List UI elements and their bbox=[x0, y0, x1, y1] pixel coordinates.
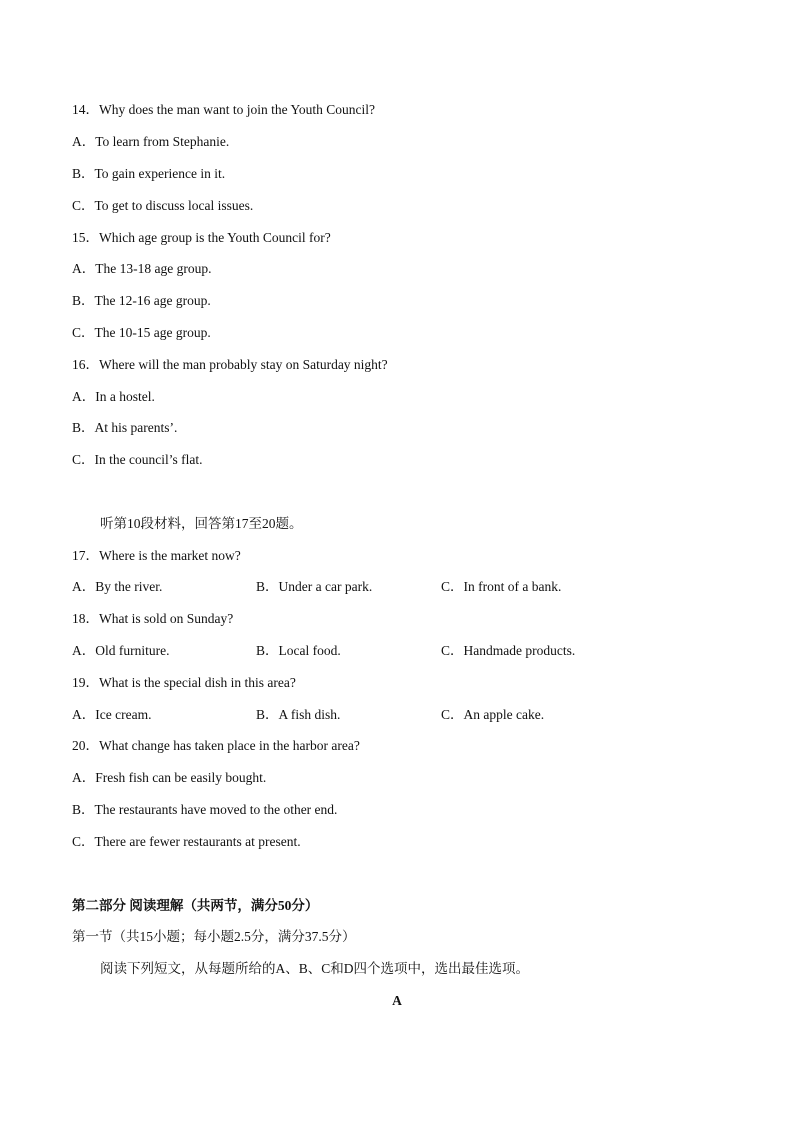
question-15-option-c: C．The 10-15 age group. bbox=[72, 325, 211, 340]
question-17-option-b: B．Under a car park. bbox=[256, 579, 373, 594]
question-18-stem: 18．What is sold on Sunday? bbox=[72, 611, 234, 626]
passage-10-instruction: 听第10段材料，回答第17至20题。 bbox=[100, 516, 303, 531]
reading-instruction: 阅读下列短文，从每题所给的A、B、C和D四个选项中，选出最佳选项。 bbox=[100, 961, 530, 976]
question-19-option-c: C．An apple cake. bbox=[441, 707, 545, 722]
passage-label: A bbox=[392, 993, 402, 1008]
question-20-option-a: A．Fresh fish can be easily bought. bbox=[72, 770, 267, 785]
question-17-option-c: C．In front of a bank. bbox=[441, 579, 562, 594]
question-15-option-b: B．The 12-16 age group. bbox=[72, 293, 211, 308]
question-14-option-c: C．To get to discuss local issues. bbox=[72, 198, 254, 213]
question-15-option-a: A．The 13-18 age group. bbox=[72, 261, 212, 276]
question-20-option-c: C．There are fewer restaurants at present. bbox=[72, 834, 301, 849]
question-15-stem: 15．Which age group is the Youth Council for? bbox=[72, 230, 331, 245]
question-14-stem: 14．Why does the man want to join the Youth Council? bbox=[72, 102, 375, 117]
question-14-option-a: A．To learn from Stephanie. bbox=[72, 134, 230, 149]
question-19-option-b: B．A fish dish. bbox=[256, 707, 341, 722]
question-16-option-a: A．In a hostel. bbox=[72, 389, 155, 404]
question-20-stem: 20．What change has taken place in the harbor area? bbox=[72, 738, 360, 753]
question-17-option-a: A．By the river. bbox=[72, 579, 163, 594]
question-16-option-c: C．In the council’s flat. bbox=[72, 452, 203, 467]
question-16-stem: 16．Where will the man probably stay on Saturday night? bbox=[72, 357, 388, 372]
question-17-stem: 17．Where is the market now? bbox=[72, 548, 241, 563]
reading-part-title: 第二部分 阅读理解（共两节，满分50分） bbox=[72, 898, 319, 913]
question-18-option-b: B．Local food. bbox=[256, 643, 341, 658]
reading-section-title: 第一节（共15小题；每小题2.5分，满分37.5分） bbox=[72, 929, 356, 944]
question-19-option-a: A．Ice cream. bbox=[72, 707, 152, 722]
question-18-option-c: C．Handmade products. bbox=[441, 643, 576, 658]
question-20-option-b: B．The restaurants have moved to the other end. bbox=[72, 802, 338, 817]
question-16-option-b: B．At his parents’. bbox=[72, 420, 178, 435]
question-14-option-b: B．To gain experience in it. bbox=[72, 166, 226, 181]
question-18-option-a: A．Old furniture. bbox=[72, 643, 170, 658]
question-19-stem: 19．What is the special dish in this area? bbox=[72, 675, 296, 690]
